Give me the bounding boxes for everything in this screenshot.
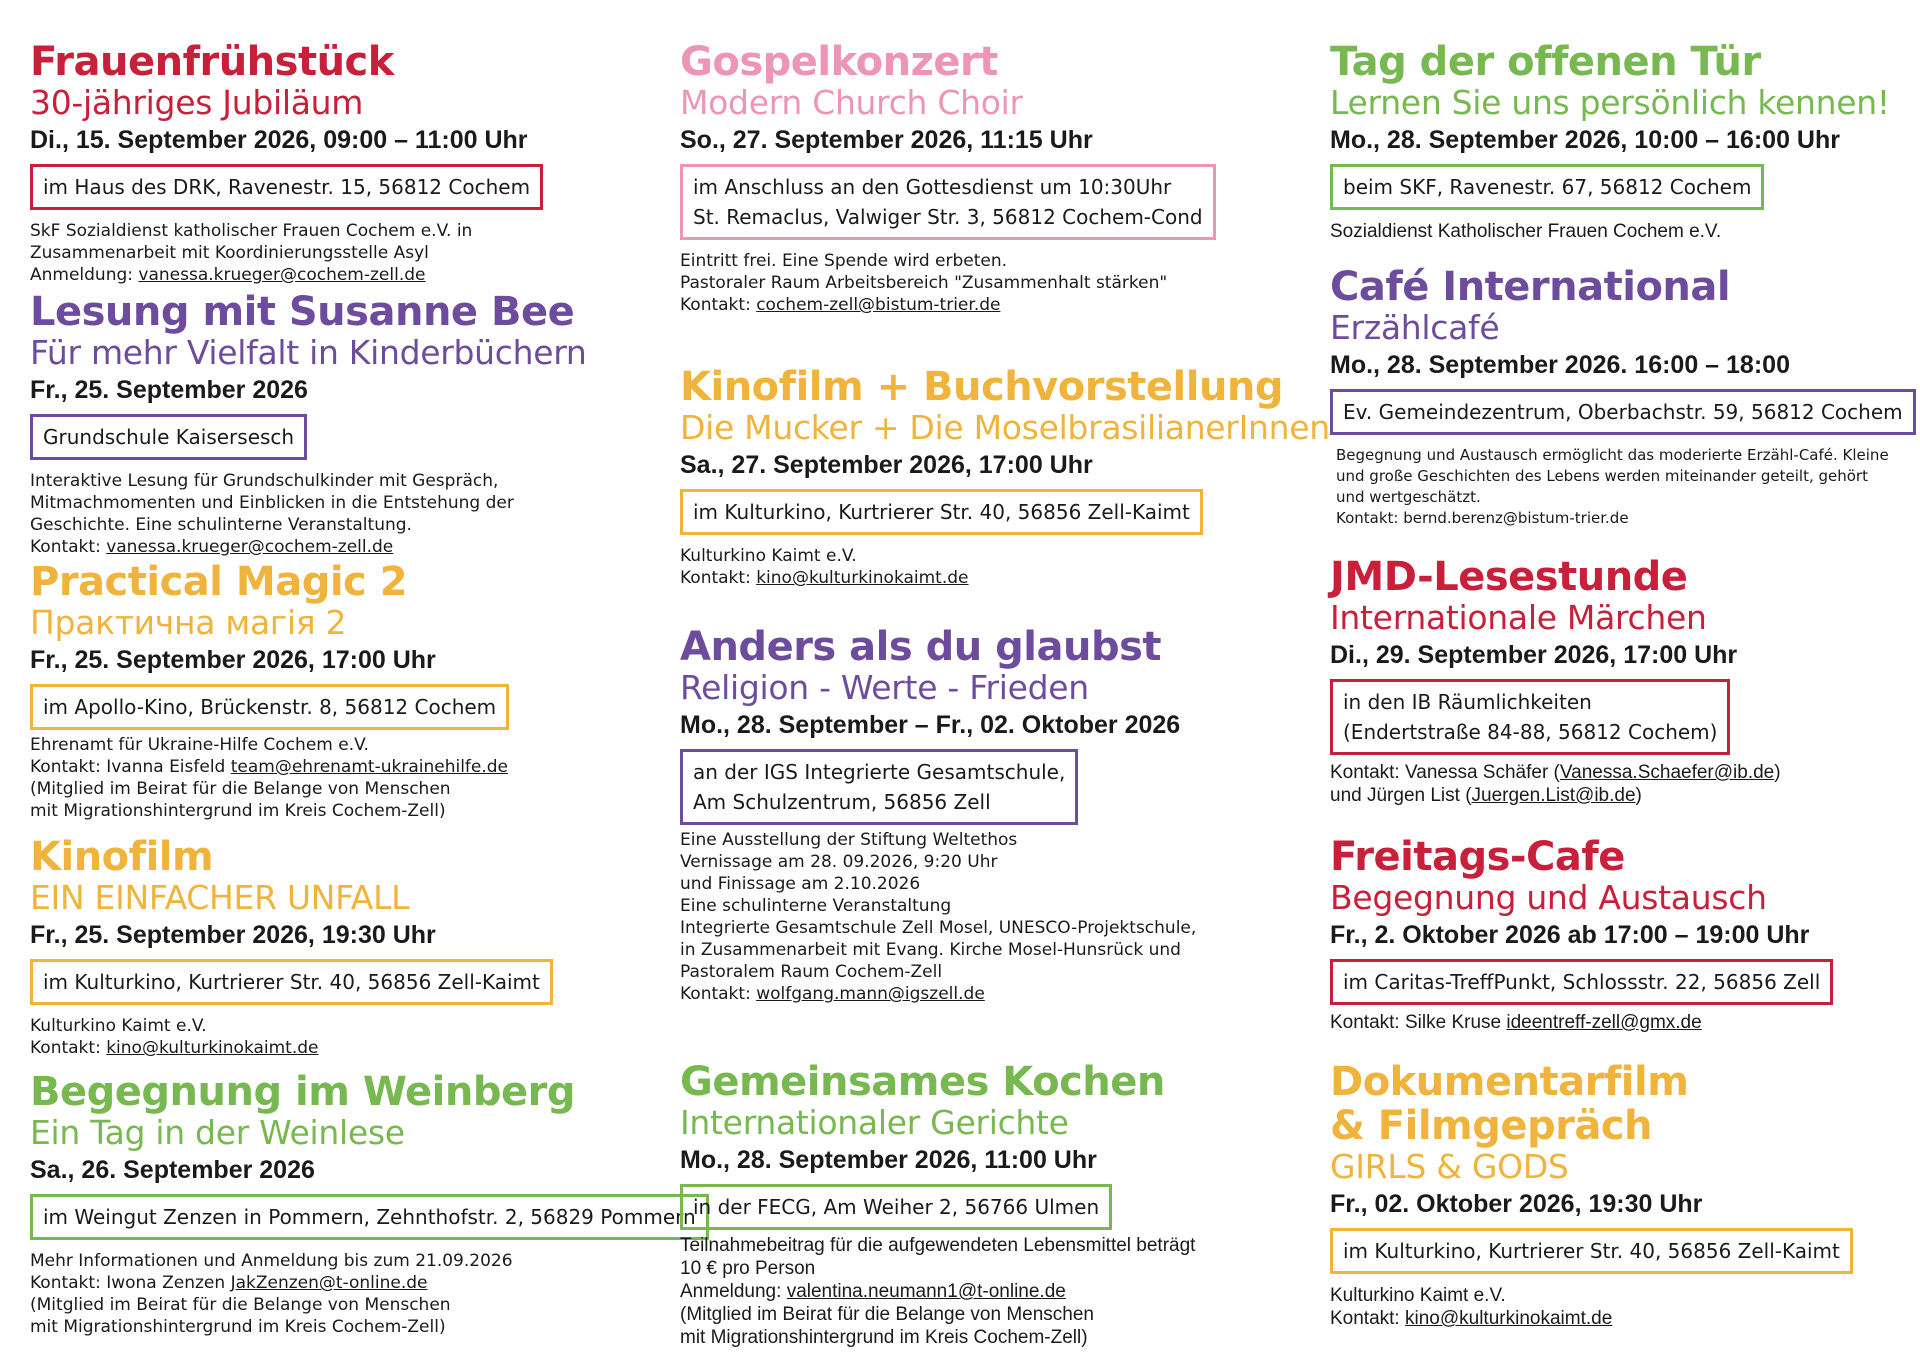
info-line: Sozialdienst Katholischer Frauen Cochem e.V. (1330, 221, 1722, 242)
contact-email-link[interactable]: valentina.neumann1@t-online.de (786, 1281, 1066, 1302)
event-info (30, 220, 640, 286)
info-line: Vernissage am 28. 09.2026, 9:20 Uhr (680, 852, 998, 872)
event-frauenfruehstueck (30, 40, 640, 286)
event-cafe-international (1330, 265, 1920, 529)
event-subtitle: Internationale Märchen (1330, 598, 1707, 637)
event-lesung (30, 290, 640, 558)
contact-email-link[interactable]: Juergen.List@ib.de (1471, 785, 1636, 806)
event-date: Mo., 28. September 2026, 10:00 – 16:00 Uhr (1330, 126, 1840, 154)
location-line: im Kulturkino, Kurtrierer Str. 40, 56856 Zell-Kaimt (1343, 1239, 1840, 1263)
event-date: Sa., 26. September 2026 (30, 1156, 315, 1184)
event-location (1330, 164, 1764, 210)
location-line: Ev. Gemeindezentrum, Oberbachstr. 59, 56812 Cochem (1343, 400, 1903, 424)
info-line: in Zusammenarbeit mit Evang. Kirche Mosel-Hunsrück und (680, 940, 1181, 960)
contact-line (30, 756, 640, 778)
info-line: Eine Ausstellung der Stiftung Weltethos (680, 830, 1018, 850)
info-line: Kontakt: bernd.berenz@bistum-trier.de (1336, 509, 1629, 527)
event-practical-magic (30, 560, 640, 822)
event-date: Di., 29. September 2026, 17:00 Uhr (1330, 641, 1738, 669)
info-line: 10 € pro Person (680, 1258, 816, 1279)
location-line: im Apollo-Kino, Brückenstr. 8, 56812 Cochem (43, 695, 497, 719)
contact-label: Anmeldung: (30, 265, 139, 285)
contact-email-link[interactable]: kino@kulturkinokaimt.de (106, 1038, 319, 1058)
info-line: Kulturkino Kaimt e.V. (1330, 1285, 1506, 1306)
info-line: Geschichte. Eine schulinterne Veranstaltung. (30, 515, 412, 535)
contact-line (1330, 1307, 1920, 1330)
info-line: Integrierte Gesamtschule Zell Mosel, UNESCO-Projektschule, (680, 918, 1197, 938)
contact-line (1330, 1011, 1920, 1034)
event-subtitle: Ein Tag in der Weinlese (30, 1113, 405, 1152)
contact-label: Kontakt: Iwona Zenzen (30, 1273, 231, 1293)
event-begegnung-weinberg (30, 1069, 696, 1338)
contact-email-link[interactable]: kino@kulturkinokaimt.de (1405, 1308, 1613, 1329)
info-line: Zusammenarbeit mit Koordinierungsstelle Asyl (30, 243, 429, 263)
event-subtitle: Internationaler Gerichte (680, 1103, 1069, 1142)
contact-email-link[interactable]: team@ehrenamt-ukrainehilfe.de (230, 757, 509, 777)
info-line: Mehr Informationen und Anmeldung bis zum 21.09.2026 (30, 1251, 513, 1271)
event-kinofilm (30, 835, 640, 1059)
event-info (30, 1250, 640, 1338)
info-line: Kulturkino Kaimt e.V. (30, 1016, 207, 1036)
contact-email-link[interactable]: JakZenzen@t-online.de (230, 1273, 428, 1293)
event-location (1330, 959, 1833, 1005)
location-line: in der FECG, Am Weiher 2, 56766 Ulmen (693, 1195, 1100, 1219)
event-location (30, 959, 553, 1005)
event-date: Fr., 25. September 2026, 17:00 Uhr (30, 646, 436, 674)
event-location (30, 164, 543, 210)
info-line: Interaktive Lesung für Grundschulkinder mit Gespräch, (30, 471, 499, 491)
event-location (1330, 389, 1916, 435)
contact-label: Kontakt: (30, 537, 107, 557)
event-info (30, 734, 640, 822)
location-line: beim SKF, Ravenestr. 67, 56812 Cochem (1343, 175, 1752, 199)
event-date: Mo., 28. September – Fr., 02. Oktober 2026 (680, 711, 1181, 739)
event-title: Kinofilm (30, 834, 214, 880)
event-location (680, 489, 1203, 535)
location-line: im Anschluss an den Gottesdienst um 10:30Uhr (693, 175, 1172, 199)
event-title: Frauenfrühstück (30, 39, 394, 85)
location-line: im Kulturkino, Kurtrierer Str. 40, 56856 Zell-Kaimt (43, 970, 540, 994)
event-location (680, 164, 1216, 240)
event-freitags-cafe (1330, 835, 1920, 1034)
contact-label: Kontakt: Silke Kruse (1330, 1012, 1507, 1033)
contact-email-link[interactable]: Vanessa.Schaefer@ib.de (1559, 762, 1775, 783)
contact-label: Kontakt: Ivanna Eisfeld (30, 757, 231, 777)
event-info (1330, 220, 1920, 243)
contact-label: Kontakt: Vanessa Schäfer ( (1330, 762, 1560, 783)
info-line: mit Migrationshintergrund im Kreis Cochem-Zell) (30, 1317, 446, 1337)
event-location (30, 684, 509, 730)
event-kinofilm-buch (680, 364, 1330, 589)
event-date: Mo., 28. September 2026. 16:00 – 18:00 (1330, 351, 1790, 379)
info-line: Pastoraler Raum Arbeitsbereich "Zusammenhalt stärken" (680, 273, 1168, 293)
contact-line (1330, 784, 1920, 807)
event-title: Tag der offenen Tür (1330, 39, 1761, 85)
event-tag-der-offenen-tuer (1330, 40, 1920, 243)
event-info (1330, 1011, 1920, 1034)
info-line: Eintritt frei. Eine Spende wird erbeten. (680, 251, 1008, 271)
info-line: mit Migrationshintergrund im Kreis Cochem-Zell) (680, 1327, 1088, 1348)
location-line: im Haus des DRK, Ravenestr. 15, 56812 Cochem (43, 175, 531, 199)
event-title: Café International (1330, 264, 1731, 310)
event-location (680, 749, 1078, 825)
event-date: Sa., 27. September 2026, 17:00 Uhr (680, 451, 1093, 479)
event-gemeinsames-kochen (680, 1060, 1290, 1349)
location-line: (Endertstraße 84-88, 56812 Cochem) (1343, 720, 1718, 744)
event-title: Gospelkonzert (680, 39, 998, 85)
contact-label: Kontakt: (680, 295, 757, 315)
event-date: Fr., 2. Oktober 2026 ab 17:00 – 19:00 Uhr (1330, 921, 1810, 949)
info-line: und große Geschichten des Lebens werden miteinander geteilt, gehört (1336, 467, 1868, 485)
event-subtitle: Erzählcafé (1330, 308, 1500, 347)
event-location (1330, 679, 1730, 755)
event-gospelkonzert (680, 40, 1290, 316)
info-line: (Mitglied im Beirat für die Belange von Menschen (680, 1304, 1094, 1325)
contact-line (680, 1280, 1290, 1303)
contact-line (680, 294, 1290, 316)
contact-email-link[interactable]: cochem-zell@bistum-trier.de (756, 295, 1001, 315)
event-anders-als-du-glaubst (680, 625, 1290, 1005)
event-info (680, 545, 1290, 589)
event-title: Gemeinsames Kochen (680, 1059, 1165, 1105)
location-line: im Weingut Zenzen in Pommern, Zehnthofstr. 2, 56829 Pommern (43, 1205, 696, 1229)
contact-label: und Jürgen List ( (1330, 785, 1472, 806)
info-line: Ehrenamt für Ukraine-Hilfe Cochem e.V. (30, 735, 369, 755)
contact-line (680, 983, 1290, 1005)
event-title: Practical Magic 2 (30, 559, 408, 605)
event-title: Dokumentarfilm (1330, 1059, 1689, 1105)
event-date: Mo., 28. September 2026, 11:00 Uhr (680, 1146, 1097, 1174)
event-info (680, 250, 1290, 316)
event-subtitle: Religion - Werte - Frieden (680, 668, 1089, 707)
contact-email-link[interactable]: vanessa.krueger@cochem-zell.de (138, 265, 426, 285)
info-line: und Finissage am 2.10.2026 (680, 874, 921, 894)
contact-suffix: ) (1635, 785, 1642, 806)
info-line: Teilnahmebeitrag für die aufgewendeten Lebensmittel beträgt (680, 1235, 1196, 1256)
contact-label: Kontakt: (680, 568, 757, 588)
info-line: Kulturkino Kaimt e.V. (680, 546, 857, 566)
info-line: mit Migrationshintergrund im Kreis Cochem-Zell) (30, 801, 446, 821)
info-line: SkF Sozialdienst katholischer Frauen Cochem e.V. in (30, 221, 473, 241)
event-location (30, 1194, 709, 1240)
info-line: Eine schulinterne Veranstaltung (680, 896, 952, 916)
info-line: (Mitglied im Beirat für die Belange von Menschen (30, 779, 451, 799)
event-date: Fr., 02. Oktober 2026, 19:30 Uhr (1330, 1190, 1703, 1218)
event-jmd-lesestunde (1330, 555, 1920, 807)
event-info (1336, 445, 1920, 529)
event-info (1330, 1284, 1920, 1330)
event-subtitle: Die Mucker + Die MoselbrasilianerInnen (680, 408, 1330, 447)
event-subtitle: EIN EINFACHER UNFALL (30, 878, 410, 917)
event-info (680, 1234, 1290, 1349)
event-info (680, 829, 1290, 1005)
event-title: Kinofilm + Buchvorstellung (680, 364, 1284, 410)
contact-line (30, 1272, 640, 1294)
event-title: JMD-Lesestunde (1330, 554, 1688, 600)
event-location (1330, 1228, 1853, 1274)
info-line: und wertgeschätzt. (1336, 488, 1481, 506)
location-line: im Caritas-TreffPunkt, Schlossstr. 22, 56856 Zell (1343, 970, 1821, 994)
contact-email-link[interactable]: ideentreff-zell@gmx.de (1506, 1012, 1702, 1033)
event-subtitle: Lernen Sie uns persönlich kennen! (1330, 83, 1890, 122)
contact-label: Kontakt: (680, 984, 757, 1004)
contact-label: Kontakt: (1330, 1308, 1405, 1329)
event-date: Fr., 25. September 2026 (30, 376, 308, 404)
location-line: im Kulturkino, Kurtrierer Str. 40, 56856 Zell-Kaimt (693, 500, 1190, 524)
location-line: St. Remaclus, Valwiger Str. 3, 56812 Cochem-Cond (693, 205, 1203, 229)
contact-label: Kontakt: (30, 1038, 107, 1058)
event-info (30, 470, 640, 558)
event-title: Begegnung im Weinberg (30, 1069, 575, 1115)
event-title: Freitags-Cafe (1330, 834, 1625, 880)
event-date: So., 27. September 2026, 11:15 Uhr (680, 126, 1093, 154)
event-info (1330, 761, 1920, 807)
event-date: Di., 15. September 2026, 09:00 – 11:00 Uhr (30, 126, 528, 154)
event-location (30, 414, 307, 460)
event-subtitle: Практична магія 2 (30, 603, 347, 642)
location-line: an der IGS Integrierte Gesamtschule, (693, 760, 1066, 784)
contact-line (1330, 761, 1920, 784)
event-title-line-2: & Filmgepräch (1330, 1103, 1653, 1149)
contact-line (30, 1037, 640, 1059)
contact-line (30, 264, 640, 286)
event-dokumentarfilm (1330, 1060, 1920, 1330)
contact-email-link[interactable]: kino@kulturkinokaimt.de (756, 568, 969, 588)
event-subtitle: Begegnung und Austausch (1330, 878, 1767, 917)
contact-email-link[interactable]: vanessa.krueger@cochem-zell.de (106, 537, 394, 557)
contact-line (30, 536, 640, 558)
contact-suffix: ) (1774, 762, 1781, 783)
event-date: Fr., 25. September 2026, 19:30 Uhr (30, 921, 436, 949)
location-line: Am Schulzentrum, 56856 Zell (693, 790, 991, 814)
event-info (30, 1015, 640, 1059)
event-subtitle: GIRLS & GODS (1330, 1147, 1569, 1186)
event-title: Anders als du glaubst (680, 624, 1162, 670)
event-title: Lesung mit Susanne Bee (30, 289, 575, 335)
location-line: in den IB Räumlichkeiten (1343, 690, 1592, 714)
info-line: Begegnung und Austausch ermöglicht das moderierte Erzähl-Café. Kleine (1336, 446, 1889, 464)
event-subtitle: 30-jähriges Jubiläum (30, 83, 364, 122)
contact-email-link[interactable]: wolfgang.mann@igszell.de (756, 984, 985, 1004)
info-line: (Mitglied im Beirat für die Belange von Menschen (30, 1295, 451, 1315)
event-location (680, 1184, 1112, 1230)
contact-label: Anmeldung: (680, 1281, 787, 1302)
event-subtitle: Modern Church Choir (680, 83, 1023, 122)
info-line: Pastoralem Raum Cochem-Zell (680, 962, 943, 982)
event-subtitle: Für mehr Vielfalt in Kinderbüchern (30, 333, 587, 372)
location-line: Grundschule Kaisersesch (43, 425, 295, 449)
contact-line (680, 567, 1290, 589)
info-line: Mitmachmomenten und Einblicken in die Entstehung der (30, 493, 514, 513)
